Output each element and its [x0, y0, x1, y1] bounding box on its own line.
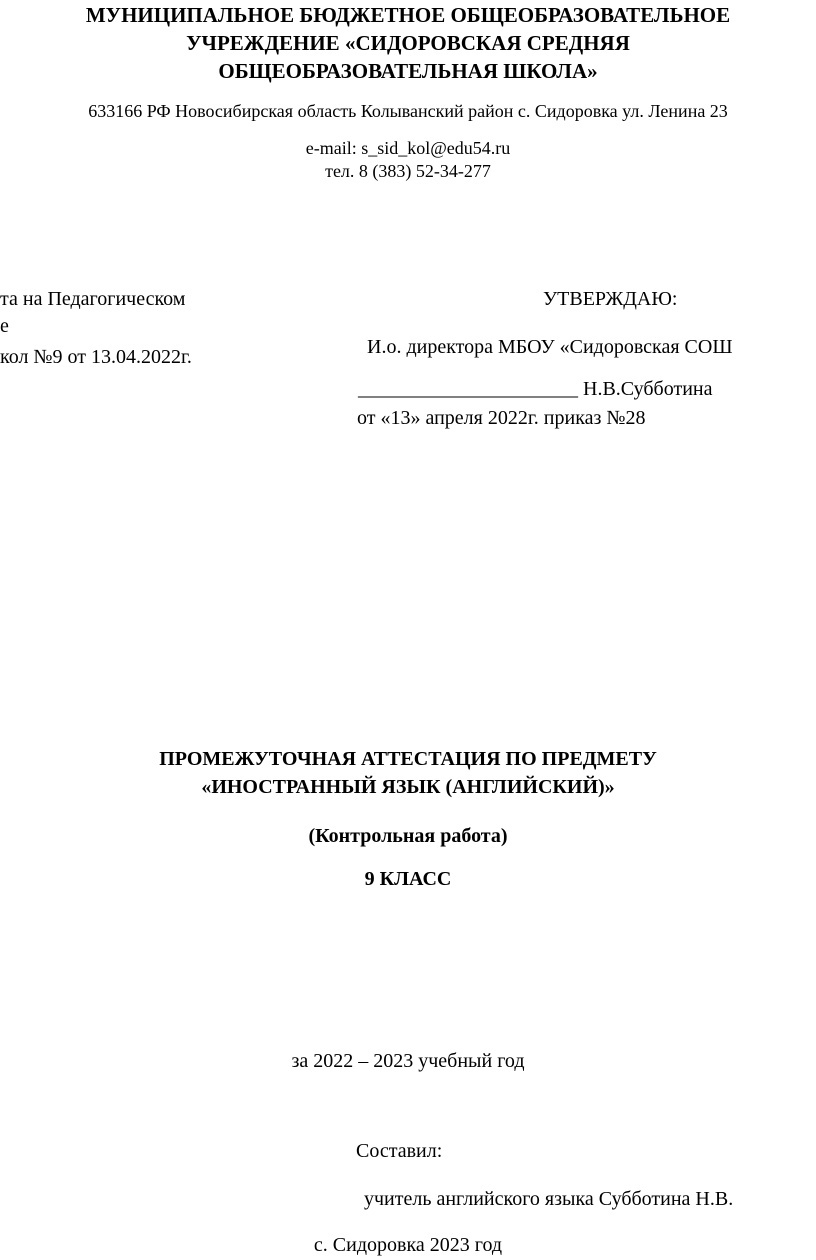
org-name-line-3: ОБЩЕОБРАЗОВАТЕЛЬНАЯ ШКОЛА» — [218, 59, 598, 83]
org-name-line-1: МУНИЦИПАЛЬНОЕ БЮДЖЕТНОЕ ОБЩЕОБРАЗОВАТЕЛЬНОЕ — [85, 3, 731, 27]
footer-place-year: с. Сидоровка 2023 год — [313, 1234, 503, 1256]
approve-order: от «13» апреля 2022г. приказ №28 — [357, 407, 646, 429]
org-email: e-mail: s_sid_kol@edu54.ru — [305, 138, 511, 158]
doc-title-line-1: ПРОМЕЖУТОЧНАЯ АТТЕСТАЦИЯ ПО ПРЕДМЕТУ — [159, 748, 657, 770]
doc-title-line-2: «ИНОСТРАННЫЙ ЯЗЫК (АНГЛИЙСКИЙ)» — [201, 776, 615, 798]
doc-subtitle: (Контрольная работа) — [308, 825, 508, 847]
adopted-line-1: та на Педагогическом — [0, 288, 186, 310]
doc-grade: 9 КЛАСС — [364, 868, 452, 890]
approve-signature-line: ______________________ Н.В.Субботина — [358, 378, 713, 400]
author-name: учитель английского языка Субботина Н.В. — [364, 1188, 734, 1210]
adopted-line-3: кол №9 от 13.04.2022г. — [0, 346, 192, 368]
org-phone: тел. 8 (383) 52-34-277 — [325, 161, 491, 181]
approve-position: И.о. директора МБОУ «Сидоровская СОШ — [367, 336, 733, 358]
org-name-line-2: УЧРЕЖДЕНИЕ «СИДОРОВСКАЯ СРЕДНЯЯ — [186, 31, 630, 55]
academic-year: за 2022 – 2023 учебный год — [291, 1050, 525, 1072]
author-label: Составил: — [356, 1140, 443, 1162]
adopted-line-2: е — [0, 315, 9, 337]
approve-title: УТВЕРЖДАЮ: — [543, 288, 678, 310]
org-address: 633166 РФ Новосибирская область Колыванский район с. Сидоровка ул. Ленина 23 — [88, 101, 728, 121]
